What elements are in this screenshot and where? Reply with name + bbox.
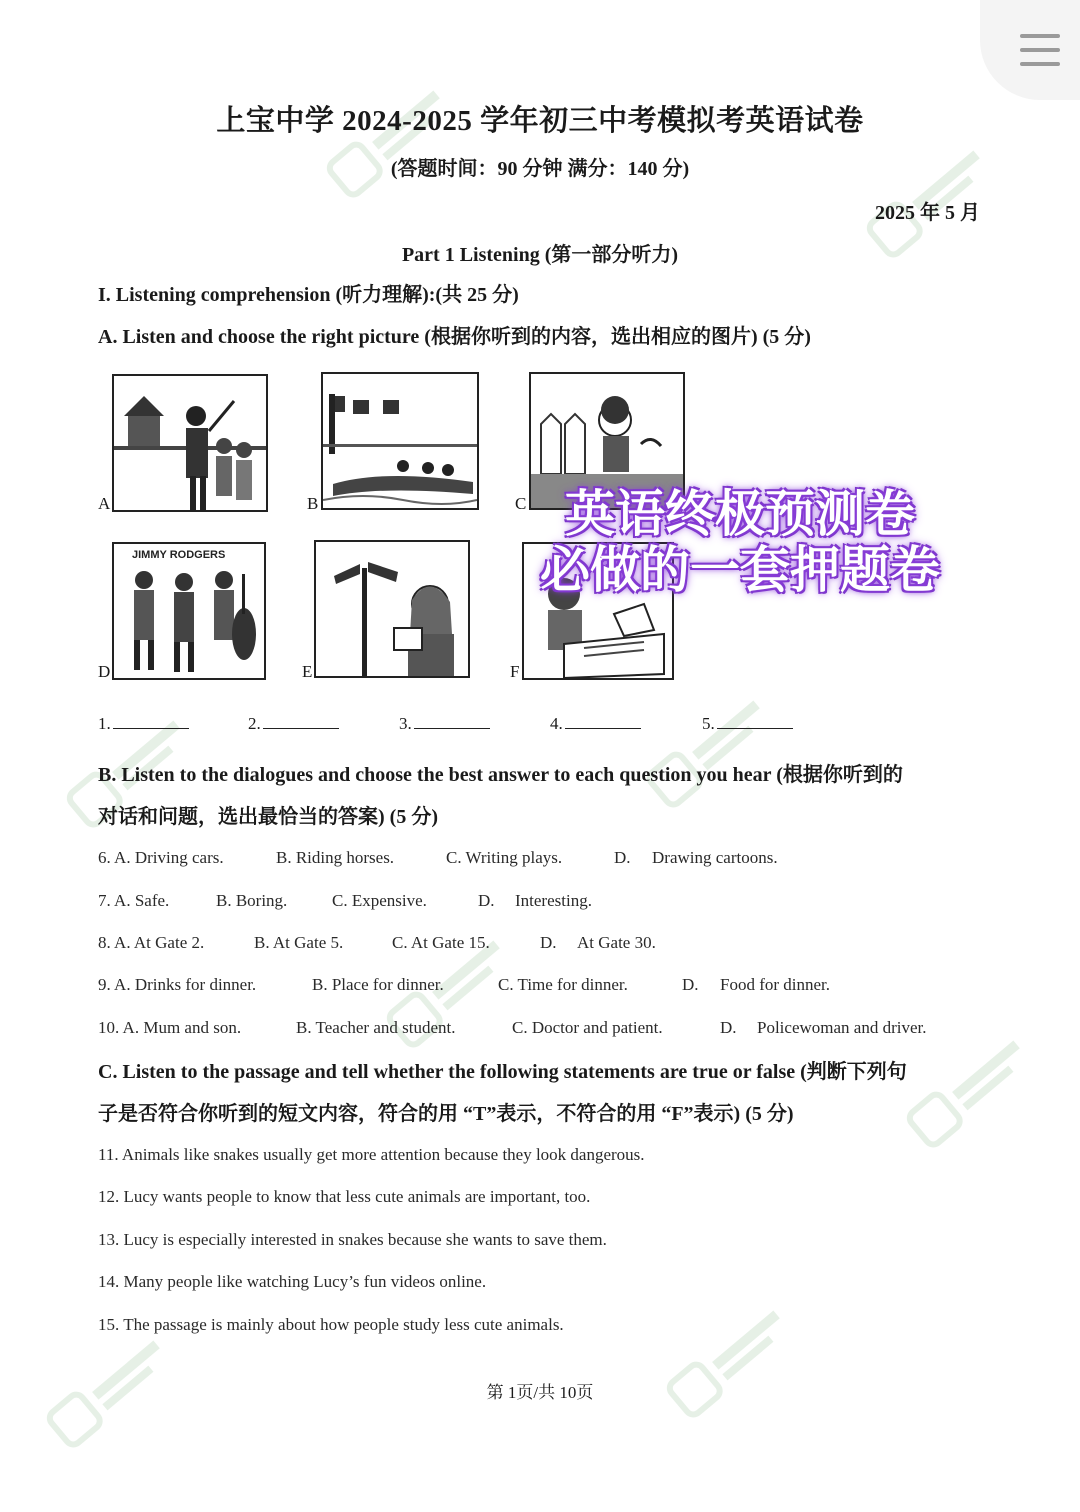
statement-14: 14. Many people like watching Lucy’s fun videos online. <box>98 1272 487 1291</box>
section-b-title-line-1: B. Listen to the dialogues and choose the best answer to each question you hear (根据你听到的 <box>98 764 903 786</box>
hamburger-menu-icon <box>1020 34 1060 38</box>
watermark-logo <box>657 1292 803 1428</box>
option-b: B. Riding horses. <box>276 848 395 867</box>
option-d-text: Policewoman and driver. <box>757 1018 927 1037</box>
promo-line-1: 英语终极预测卷 <box>565 485 915 543</box>
picture-letter: B <box>307 494 319 513</box>
answer-blank-5[interactable]: 5. <box>702 714 793 734</box>
question-6: 6. A. Driving cars. <box>98 848 224 867</box>
picture-letter: E <box>302 662 313 681</box>
hamburger-menu-icon <box>1020 48 1060 52</box>
option-b: B. At Gate 5. <box>254 933 344 952</box>
statement-13: 13. Lucy is especially interested in snakes because she wants to save them. <box>98 1230 607 1249</box>
page-number: 第 1页/共 10页 <box>486 1383 594 1402</box>
option-d-text: Interesting. <box>515 891 592 910</box>
picture-a <box>112 374 268 512</box>
svg-text:JIMMY RODGERS: JIMMY RODGERS <box>132 549 226 561</box>
picture-d <box>112 542 266 680</box>
question-10: 10. A. Mum and son. <box>98 1018 242 1037</box>
option-c: C. Writing plays. <box>446 848 563 867</box>
picture-letter: D <box>98 662 111 681</box>
exam-subtitle: (答题时间：90 分钟 满分：140 分) <box>390 158 690 180</box>
statement-11: 11. Animals like snakes usually get more attention because they look dangerous. <box>98 1145 645 1164</box>
picture-e <box>314 540 470 678</box>
section-a-title: A. Listen and choose the right picture (根据你听到的内容，选出相应的图片) (5 分) <box>98 326 811 348</box>
exam-date: 2025 年 5 月 <box>875 202 980 224</box>
watermark-logo <box>317 72 463 208</box>
option-b: B. Teacher and student. <box>296 1018 456 1037</box>
part-heading: Part 1 Listening (第一部分听力) <box>401 244 679 266</box>
answer-blank-2[interactable]: 2. <box>248 714 339 734</box>
option-b: B. Place for dinner. <box>312 975 444 994</box>
picture-b <box>321 372 479 510</box>
statement-12: 12. Lucy wants people to know that less cute animals are important, too. <box>98 1187 591 1206</box>
question-8: 8. A. At Gate 2. <box>98 933 205 952</box>
question-9: 9. A. Drinks for dinner. <box>98 975 257 994</box>
picture-letter: A <box>98 494 111 513</box>
option-d: D. <box>720 1018 737 1037</box>
option-c: C. Time for dinner. <box>498 975 628 994</box>
exam-title: 上宝中学 2024-2025 学年初三中考模拟考英语试卷 <box>216 105 864 137</box>
section-b-title-line-2: 对话和问题，选出最恰当的答案) (5 分) <box>98 806 438 828</box>
answer-blank-4[interactable]: 4. <box>550 714 641 734</box>
picture-letter: F <box>510 662 520 681</box>
answer-blank-1[interactable]: 1. <box>98 714 189 734</box>
option-d: D. <box>540 933 557 952</box>
option-b: B. Boring. <box>216 891 288 910</box>
option-d-text: Food for dinner. <box>720 975 831 994</box>
option-d-text: At Gate 30. <box>577 933 656 952</box>
statement-15: 15. The passage is mainly about how people study less cute animals. <box>98 1315 564 1334</box>
hamburger-menu-icon <box>1020 62 1060 66</box>
question-7: 7. A. Safe. <box>98 891 170 910</box>
section-c-title-line-1: C. Listen to the passage and tell whether the following statements are true or false (判断下列句 <box>98 1061 907 1083</box>
option-c: C. At Gate 15. <box>392 933 490 952</box>
section-c-title-line-2: 子是否符合你听到的短文内容，符合的用 “T”表示，不符合的用 “F”表示) (5 分) <box>98 1103 794 1125</box>
option-d-text: Drawing cartoons. <box>652 848 778 867</box>
picture-letter: C <box>515 494 527 513</box>
option-d: D. <box>682 975 699 994</box>
option-c: C. Expensive. <box>332 891 427 910</box>
menu-button[interactable] <box>980 0 1080 100</box>
section-1-title: I. Listening comprehension (听力理解):(共 25 分) <box>98 284 519 306</box>
answer-blank-3[interactable]: 3. <box>399 714 490 734</box>
promo-line-2: 必做的一套押题卷 <box>540 541 940 599</box>
option-c: C. Doctor and patient. <box>512 1018 663 1037</box>
option-d: D. <box>478 891 495 910</box>
option-d: D. <box>614 848 631 867</box>
promo-overlay-text <box>510 486 970 598</box>
